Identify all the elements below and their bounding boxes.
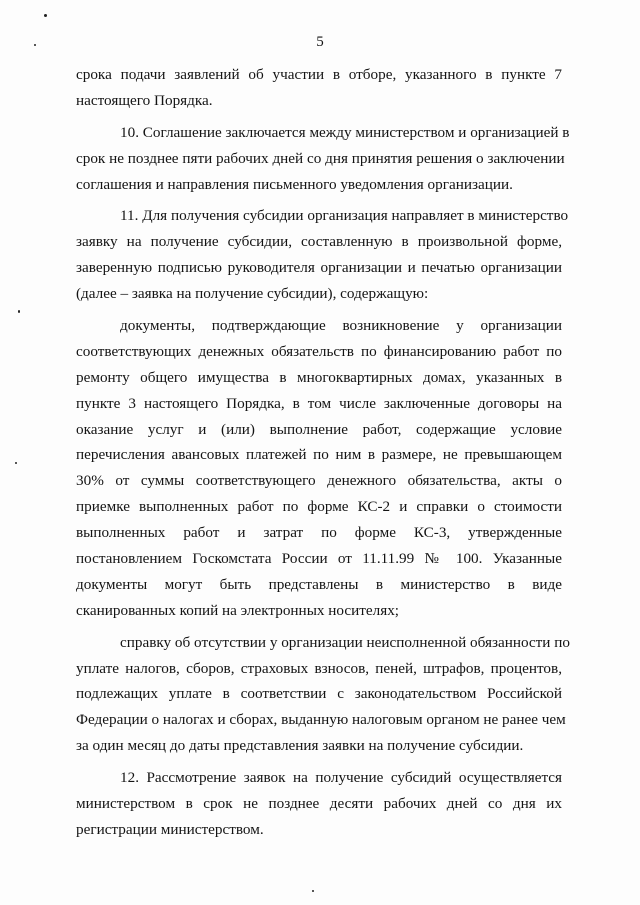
text-line: ремонту общего имущества в многоквартирных домах, указанных в (76, 368, 562, 386)
paragraph-p11-item2 (76, 630, 570, 759)
text-line: регистрации министерством. (76, 820, 264, 838)
text-line: настоящего Порядка. (76, 91, 213, 109)
scan-speck (15, 462, 17, 464)
text-line: срок не позднее пяти рабочих дней со дня принятия решения о заключении (76, 149, 565, 167)
text-line: 12. Рассмотрение заявок на получение субсидий осуществляется (120, 769, 562, 787)
scan-speck (34, 44, 36, 46)
paragraph-p11 (76, 203, 569, 307)
text-line: справку об отсутствии у организации неисполненной обязанности по (120, 633, 570, 651)
document-body (76, 62, 570, 843)
text-line: подлежащих уплате в соответствии с законодательством Российской (76, 685, 562, 703)
paragraph-p11-item1 (76, 313, 562, 624)
text-line: 11. Для получения субсидии организация направляет в министерство (120, 207, 569, 225)
text-line: перечисления авансовых платежей по ним в размере, не превышающем (76, 446, 562, 464)
text-line: Федерации о налогах и сборах, выданную налоговым органом не ранее чем (76, 711, 566, 729)
text-line: заверенную подписью руководителя организации и печатью организации (76, 259, 562, 277)
text-line: соответствующих денежных обязательств по финансированию работ по (76, 342, 562, 360)
text-line: уплате налогов, сборов, страховых взносов, пеней, штрафов, процентов, (76, 659, 562, 677)
text-line: срока подачи заявлений об участии в отборе, указанного в пункте 7 (76, 66, 562, 83)
text-line: 10. Соглашение заключается между министерством и организацией в (120, 123, 570, 141)
text-line: документы, подтверждающие возникновение у организации (120, 317, 562, 335)
text-line: за один месяц до даты представления заявки на получение субсидии. (76, 737, 524, 755)
paragraph-p9-tail (76, 62, 562, 114)
text-line: приемке выполненных работ по форме КС-2 и справки о стоимости (76, 498, 562, 516)
text-line: документы могут быть представлены в министерство в виде (76, 575, 562, 593)
text-line: сканированных копий на электронных носителях; (76, 601, 400, 619)
text-line: министерством в срок не позднее десяти рабочих дней со дня их (76, 795, 562, 813)
text-line: выполненных работ и затрат по форме КС-3, утвержденные (76, 524, 562, 542)
text-line: заявку на получение субсидии, составленную в произвольной форме, (76, 233, 562, 251)
text-line: соглашения и направления письменного уведомления организации. (76, 175, 513, 193)
text-line: (далее – заявка на получение субсидии), содержащую: (76, 285, 429, 303)
scan-speck (312, 890, 314, 892)
text-line: пункте 3 настоящего Порядка, в том числе заключенные договоры на (76, 394, 562, 412)
scan-speck (44, 14, 47, 17)
text-line: оказание услуг и (или) выполнение работ, содержащие условие (76, 420, 562, 438)
paragraph-p10 (76, 120, 570, 198)
page-number: 5 (316, 34, 324, 50)
scan-speck (18, 310, 20, 313)
text-line: 30% от суммы соответствующего денежного обязательства, акты о (76, 472, 562, 490)
text-line: постановлением Госкомстата России от 11.11.99 № 100. Указанные (76, 550, 562, 568)
paragraph-p12 (76, 765, 562, 843)
